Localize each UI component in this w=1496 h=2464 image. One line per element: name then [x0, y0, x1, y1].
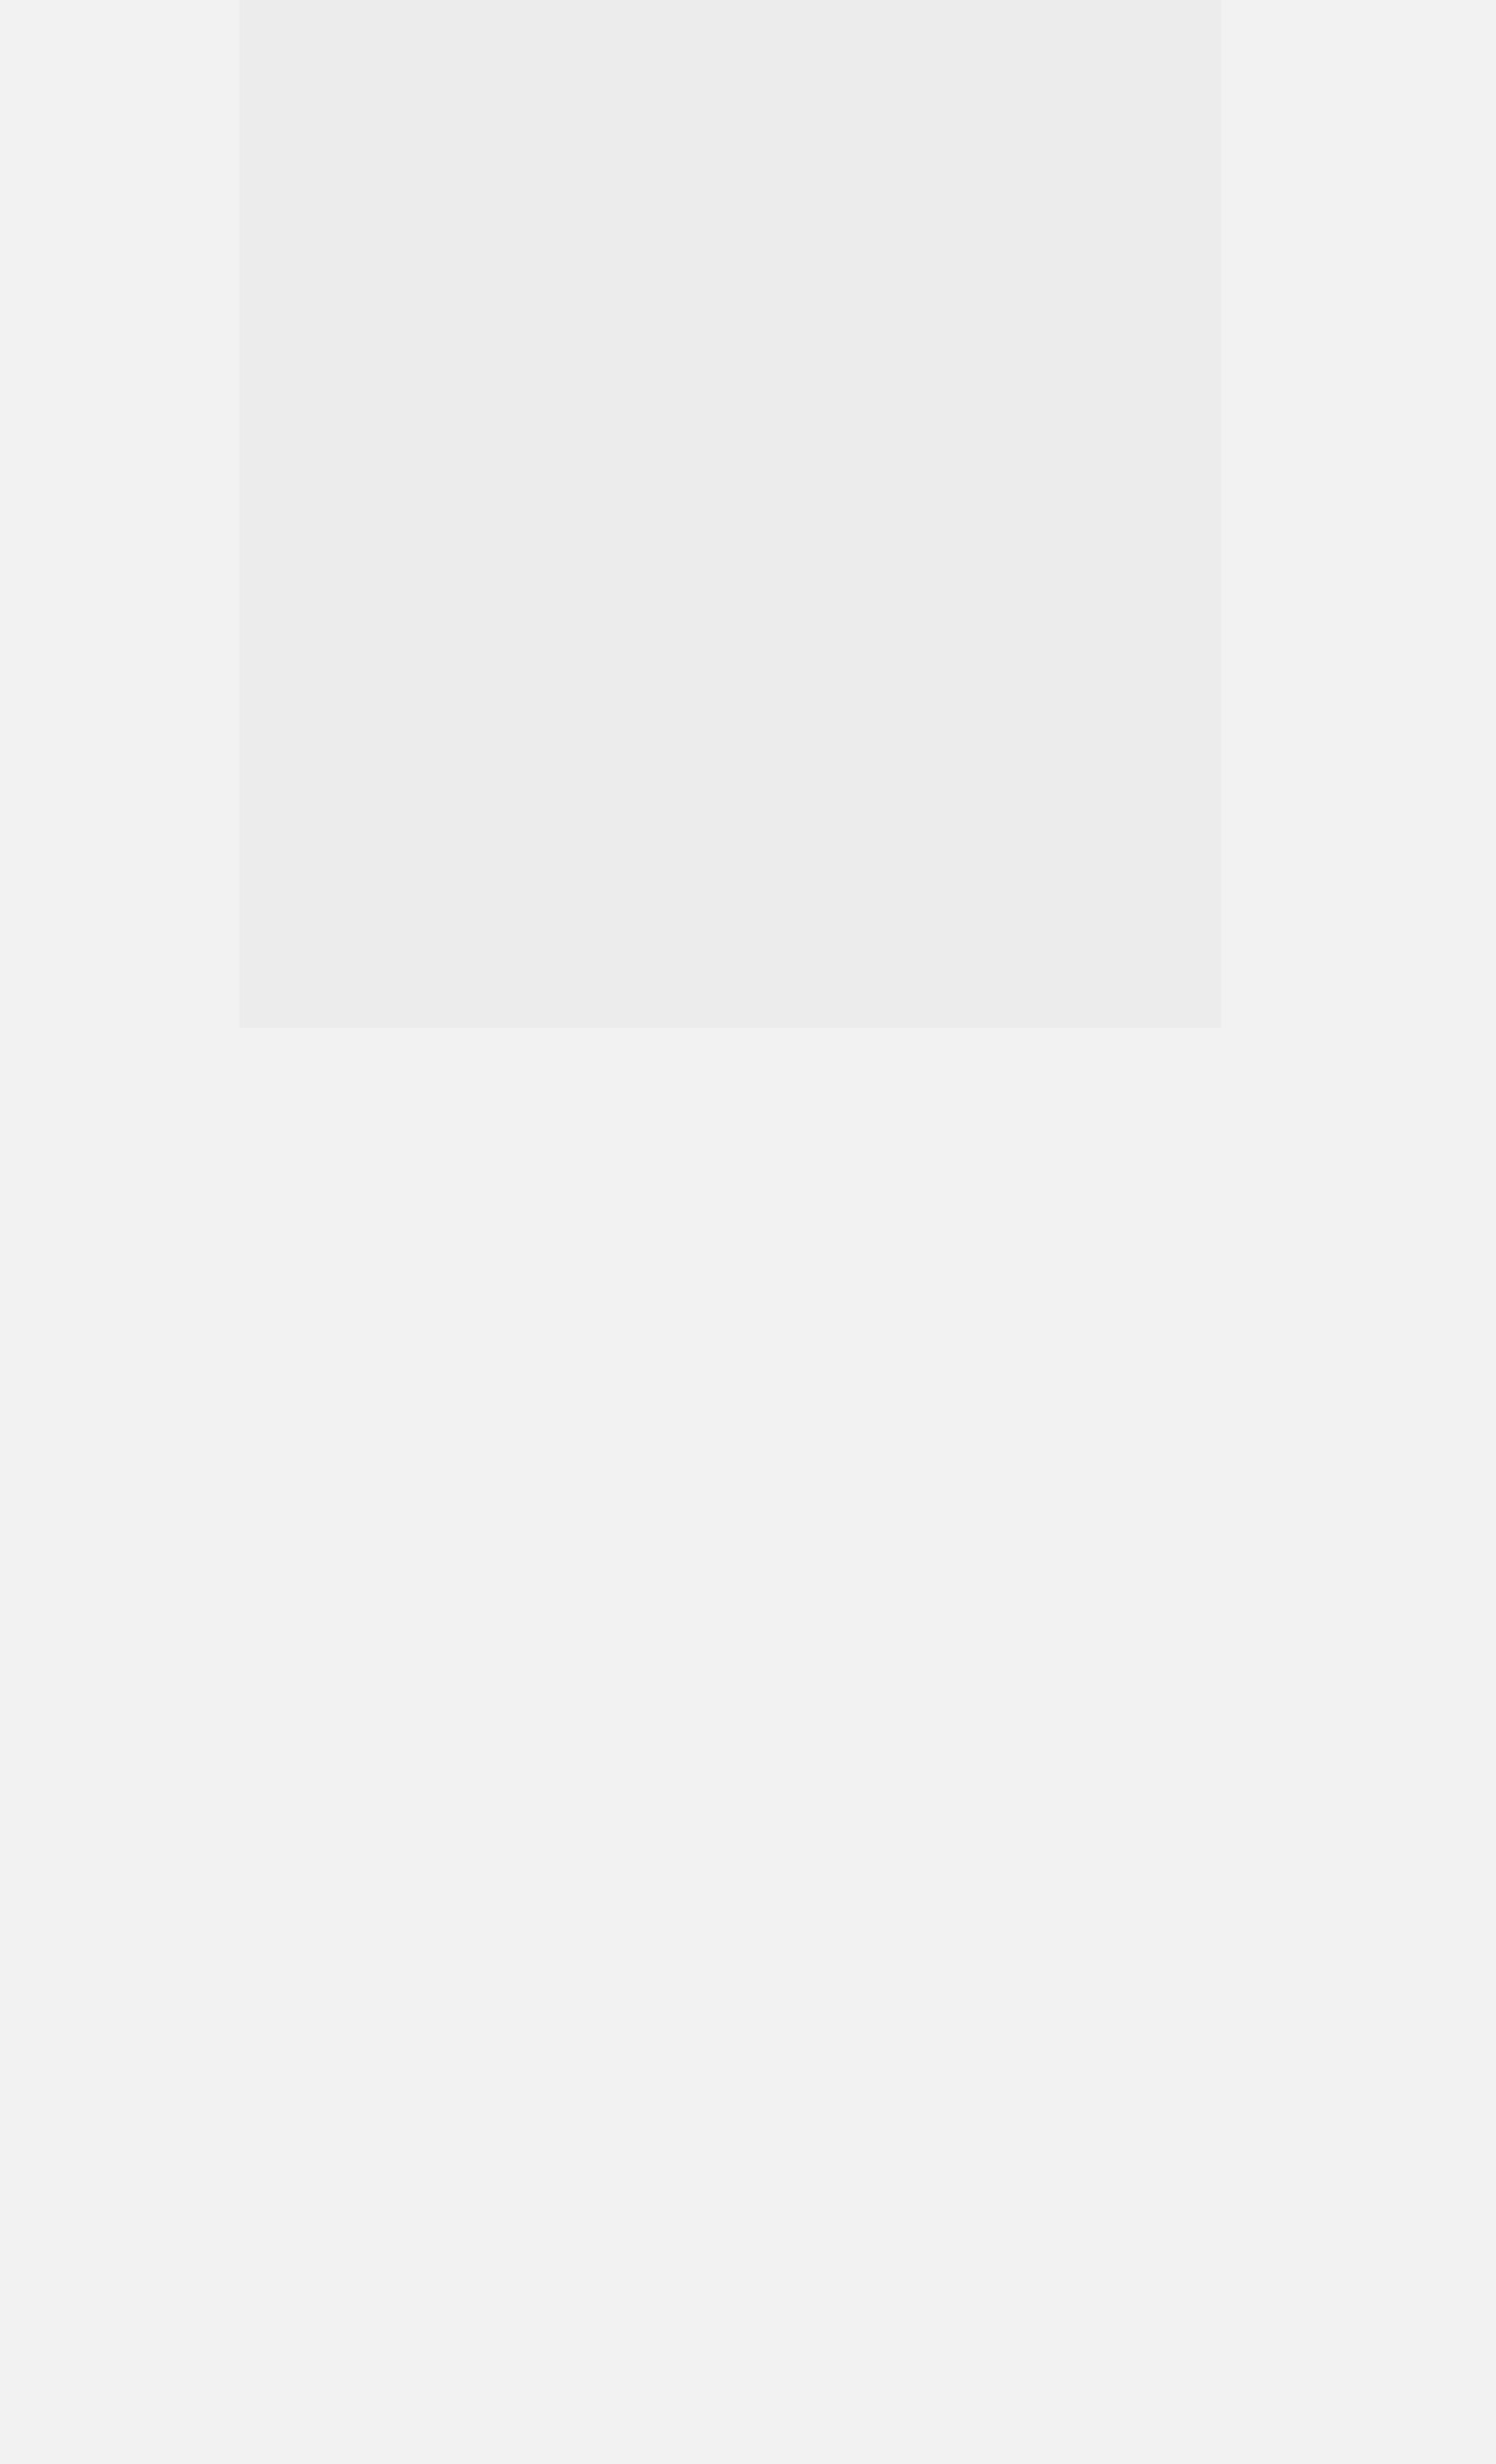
micrograph-figure-area [239, 0, 1221, 1028]
chart-tumor-quantitation [741, 1804, 1417, 2380]
chart-bbb-permeability [189, 1849, 766, 2458]
chart-claudin5-expression [99, 1116, 774, 1742]
chart-zo1-expression [741, 1034, 1367, 1758]
